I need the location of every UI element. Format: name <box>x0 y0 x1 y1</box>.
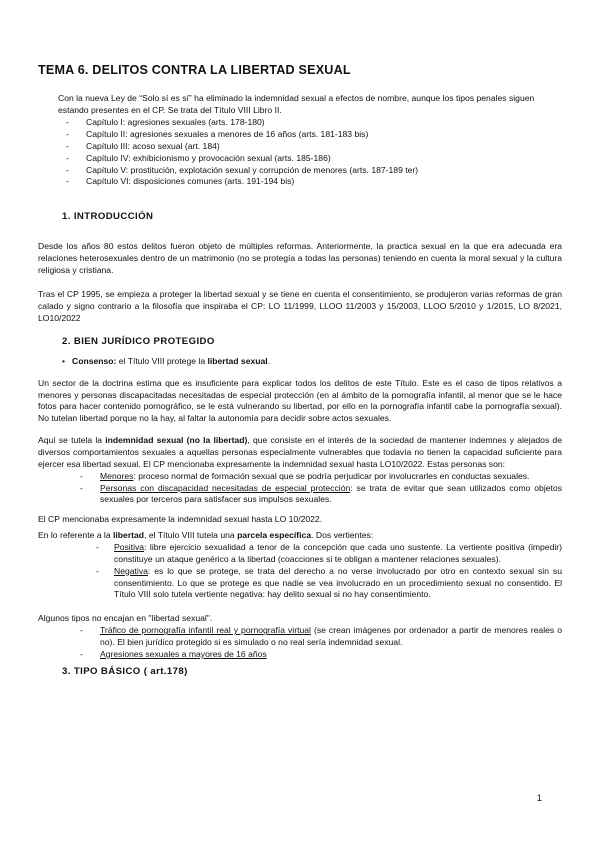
chapter-item: - Capítulo III: acoso sexual (art. 184) <box>86 141 562 153</box>
other-types-list <box>38 625 562 661</box>
paragraph: Desde los años 80 estos delitos fueron objeto de múltiples reformas. Anteriormente, la practica sexual en la que era adecuada era relaciones heterosexuales dentro de un matrimonio (no se protegía a todas las personas) teniendo en cuenta la moral sexual y la cultura religiosa y cristiana. <box>38 241 562 276</box>
consenso-bullet: • Consenso: el Título VIII protege la libertad sexual. <box>38 356 562 368</box>
section-heading-introduccion: 1. INTRODUCCIÓN <box>62 211 154 223</box>
paragraph: El CP mencionaba expresamente la indemnidad sexual hasta LO 10/2022. <box>38 514 323 525</box>
bold-term: indemnidad sexual (no la libertad) <box>105 435 248 446</box>
list-item: - Menores: proceso normal de formación sexual que se podría perjudicar por involucrarles en conductas sexuales. <box>100 471 562 483</box>
list-item: - Tráfico de pornografía infantil real y pornografía virtual (se crean imágenes por ordenador a partir de menores reales o no). El bien jurídico protegido si es simulado o no real sería indemnidad sexual. <box>100 625 562 649</box>
bold-term: parcela específica <box>237 530 312 541</box>
chapter-item: - Capítulo VI: disposiciones comunes (arts. 191-194 bis) <box>86 176 562 188</box>
chapter-item: - Capítulo I: agresiones sexuales (arts. 178-180) <box>86 117 562 129</box>
paragraph: Aquí se tutela la indemnidad sexual (no la libertad), que consiste en el interés de la sociedad de mantener indemnes y alejados de diversos comportamientos sexuales a aquellas personas especialmente vulnerables que todavía no tienen la capacidad suficiente para ejercer esa libertad sexual. El CP mencionaba expresamente la indemnidad sexual hasta LO10/2022. Estas personas son: <box>38 435 562 469</box>
bold-term: libertad <box>113 530 145 541</box>
paragraph: En lo referente a la libertad, el Título VIII tutela una parcela específica. Dos vertientes: <box>38 530 374 541</box>
chapter-item: - Capítulo IV: exhibicionismo y provocación sexual (arts. 185-186) <box>86 153 562 165</box>
chapter-list <box>38 117 562 188</box>
list-item: - Agresiones sexuales a mayores de 16 años <box>100 649 562 661</box>
section-heading-bien-juridico: 2. BIEN JURÍDICO PROTEGIDO <box>62 335 215 347</box>
list-item: - Personas con discapacidad necesitadas de especial protección: se trata de evitar que sean utilizados como objetos sexuales por terceros para satisfacer sus impulsos sexuales. <box>100 483 562 507</box>
paragraph: Tras el CP 1995, se empieza a proteger la libertad sexual y se tiene en cuenta el consentimiento, se produjeron varias reformas de gran calado y signo contrario a la filosofía que inspiraba el CP: LO 11/1999, LLOO 11/2003 y 15/2003, LLOO 5/2010 y 1/2015, LO 8/2021, LO10/2022 <box>38 289 562 323</box>
vertientes-list <box>38 542 562 601</box>
list-item: - Positiva: libre ejercicio sexualidad a tenor de la concepción que cada uno sustente. La vertiente positiva (impedir) constituye un ataque genérico a la libertad (coacciones si te obligan a mantener relaciones sexuales). <box>114 542 562 566</box>
paragraph: Un sector de la doctrina estima que es insuficiente para explicar todos los delitos de este Título. Este es el caso de tipos relativos a menores y personas discapacitadas necesitadas de especial protección (en al ámbito de la pornografía infantil, al menor que se le hace fotos para hacer contenido pornográfico, se le está vulnerando su libertad, por ello en la pornografía infantil cabe la pornografía sexual). No tutelan libertad porque no la hay, al faltar la autonomía para decidir sobre actos sexuales. <box>38 377 562 424</box>
intro-paragraph: Con la nueva Ley de “Solo sí es sí” ha eliminado la indemnidad sexual a efectos de nombre, aunque los tipos penales siguen estando presentes en el CP. Se trata del Título VIII Libro II. <box>58 93 535 116</box>
chapter-item: - Capítulo V: prostitución, explotación sexual y corrupción de menores (arts. 187-189 ter) <box>86 165 562 177</box>
bold-term: Consenso: <box>72 355 117 366</box>
chapter-item: - Capítulo II: agresiones sexuales a menores de 16 años (arts. 181-183 bis) <box>86 129 562 141</box>
protected-persons-list <box>38 471 562 507</box>
page-number: 1 <box>536 792 542 803</box>
paragraph: Algunos tipos no encajan en "libertad sexual". <box>38 613 213 624</box>
list-item: - Negativa: es lo que se protege, se trata del derecho a no verse involucrado por otro en contexto sexual sin su consentimiento. Lo que se protege es que nadie se vea involucrado en un procedimiento sexual no consentido. El Título VIII solo tutela vertiente negativa: hay delito sexual si no hay consentimiento. <box>114 566 562 602</box>
document-title: TEMA 6. DELITOS CONTRA LA LIBERTAD SEXUAL <box>38 63 351 77</box>
bold-term: libertad sexual <box>207 355 268 366</box>
section-heading-tipo-basico: 3. TIPO BÁSICO ( art.178) <box>62 665 188 677</box>
